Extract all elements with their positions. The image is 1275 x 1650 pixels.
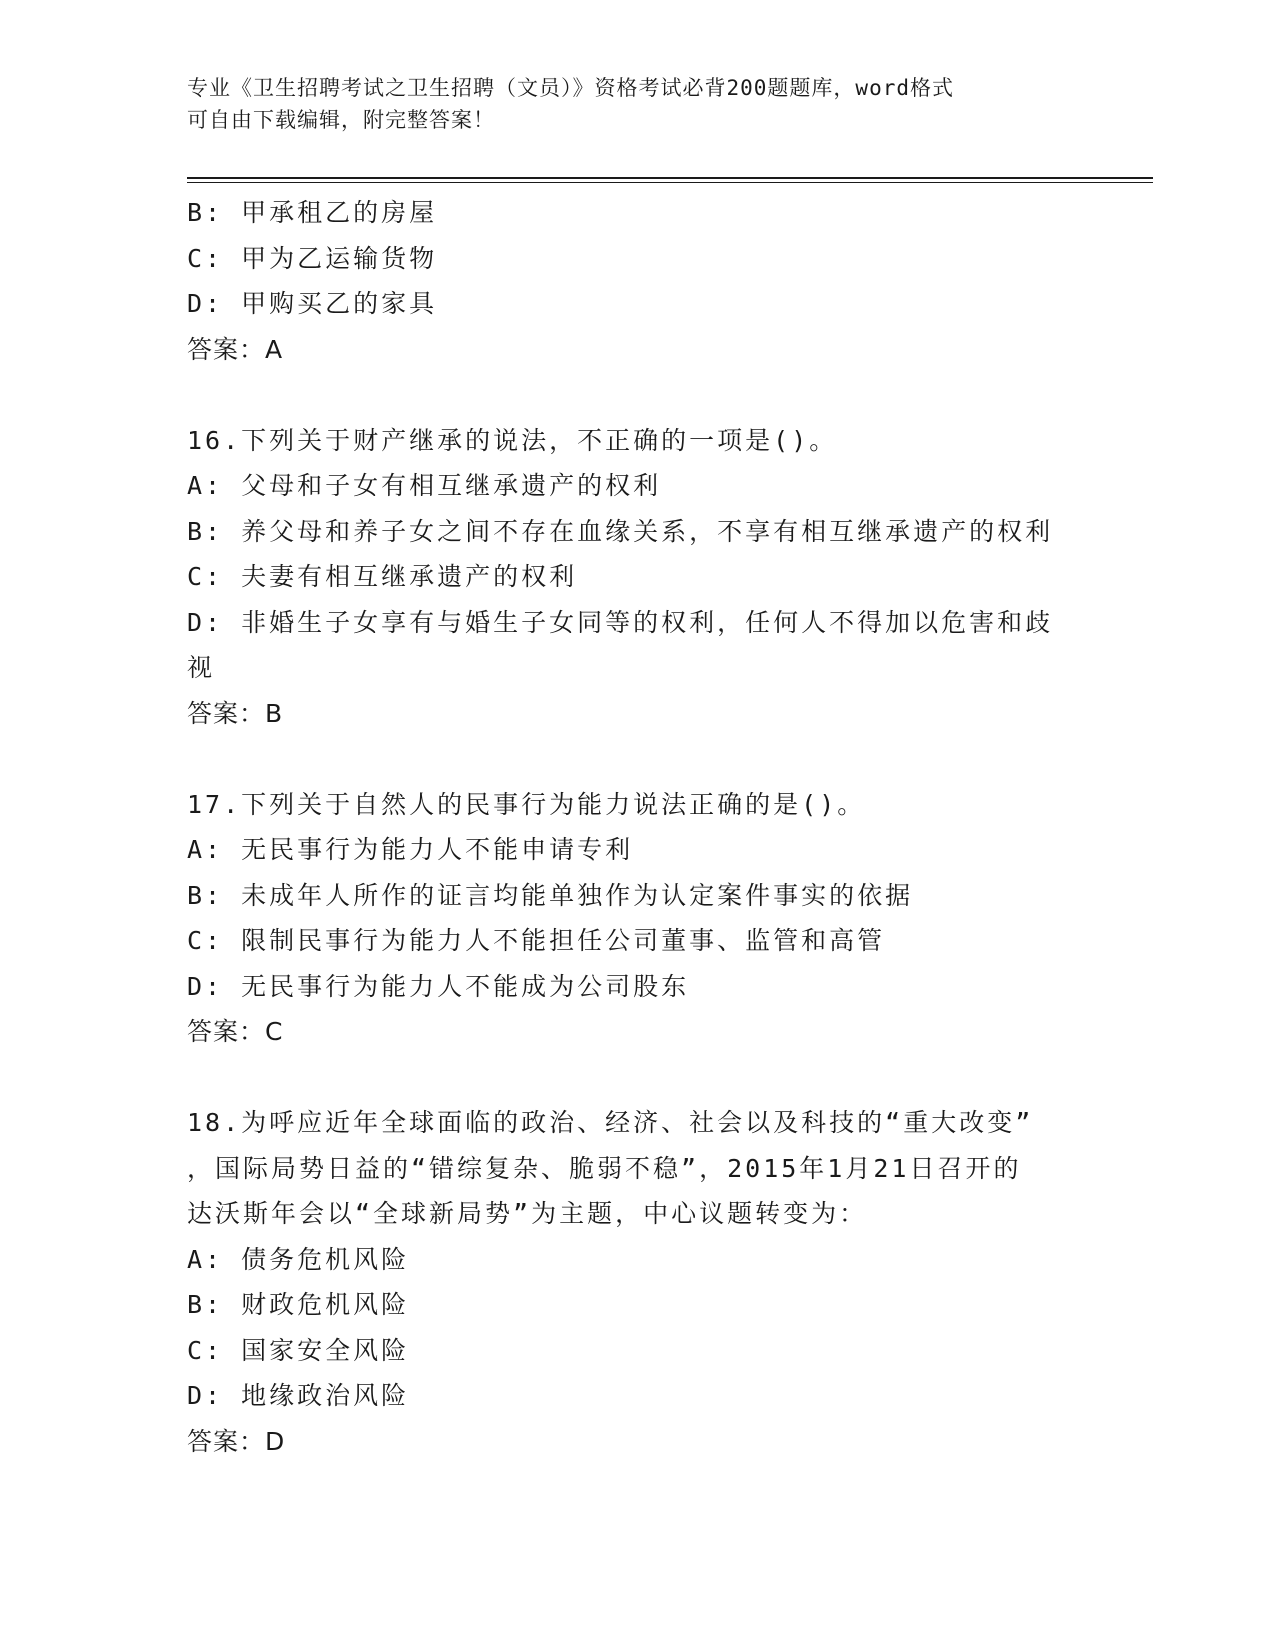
header-line-1: 专业《卫生招聘考试之卫生招聘（文员）》资格考试必背200题题库，word格式 [187,76,954,100]
option-line: D: 地缘政治风险 [187,1381,410,1410]
option-line: D: 非婚生子女享有与婚生子女同等的权利，任何人不得加以危害和歧 [187,607,1054,637]
question-content [187,190,1087,1464]
spacer [187,736,1087,782]
header-rule-thick [187,177,1153,179]
answer-line: 答案：B [187,698,284,728]
question-stem: 18.为呼应近年全球面临的政治、经济、社会以及科技的“重大改变” [187,1108,1034,1137]
option-line: A: 债务危机风险 [187,1244,410,1274]
spacer [187,1055,1087,1101]
option-line: C: 国家安全风险 [187,1335,410,1365]
answer-line: 答案：C [187,1017,284,1046]
option-line: A: 无民事行为能力人不能申请专利 [187,835,634,864]
option-line-continued: 视 [187,653,216,682]
question-block-17 [187,782,1087,1055]
question-stem: 17.下列关于自然人的民事行为能力说法正确的是()。 [187,789,866,819]
spacer [187,372,1087,418]
header-rule-thin [187,182,1153,183]
answer-line: 答案：D [187,1426,286,1456]
option-line: B: 财政危机风险 [187,1290,410,1319]
option-line: C: 夫妻有相互继承遗产的权利 [187,562,578,591]
question-stem: 达沃斯年会以“全球新局势”为主题，中心议题转变为： [187,1199,868,1228]
header-line-2: 可自由下载编辑，附完整答案！ [187,108,495,132]
option-line: C: 限制民事行为能力人不能担任公司董事、监管和高管 [187,926,886,955]
option-line: D: 甲购买乙的家具 [187,289,438,318]
question-block-18 [187,1100,1087,1464]
page-header [187,72,1087,136]
question-block-15 [187,190,1087,372]
question-stem: 16.下列关于财产继承的说法，不正确的一项是()。 [187,425,838,455]
option-line: B: 甲承租乙的房屋 [187,198,438,227]
option-line: D: 无民事行为能力人不能成为公司股东 [187,971,690,1001]
question-block-16 [187,418,1087,737]
option-line: B: 养父母和养子女之间不存在血缘关系，不享有相互继承遗产的权利 [187,516,1054,546]
option-line: C: 甲为乙运输货物 [187,243,438,273]
option-line: A: 父母和子女有相互继承遗产的权利 [187,471,662,500]
option-line: B: 未成年人所作的证言均能单独作为认定案件事实的依据 [187,880,914,910]
answer-line: 答案：A [187,334,284,364]
question-stem: ，国际局势日益的“错综复杂、脆弱不稳”，2015年1月21日召开的 [187,1153,1022,1183]
